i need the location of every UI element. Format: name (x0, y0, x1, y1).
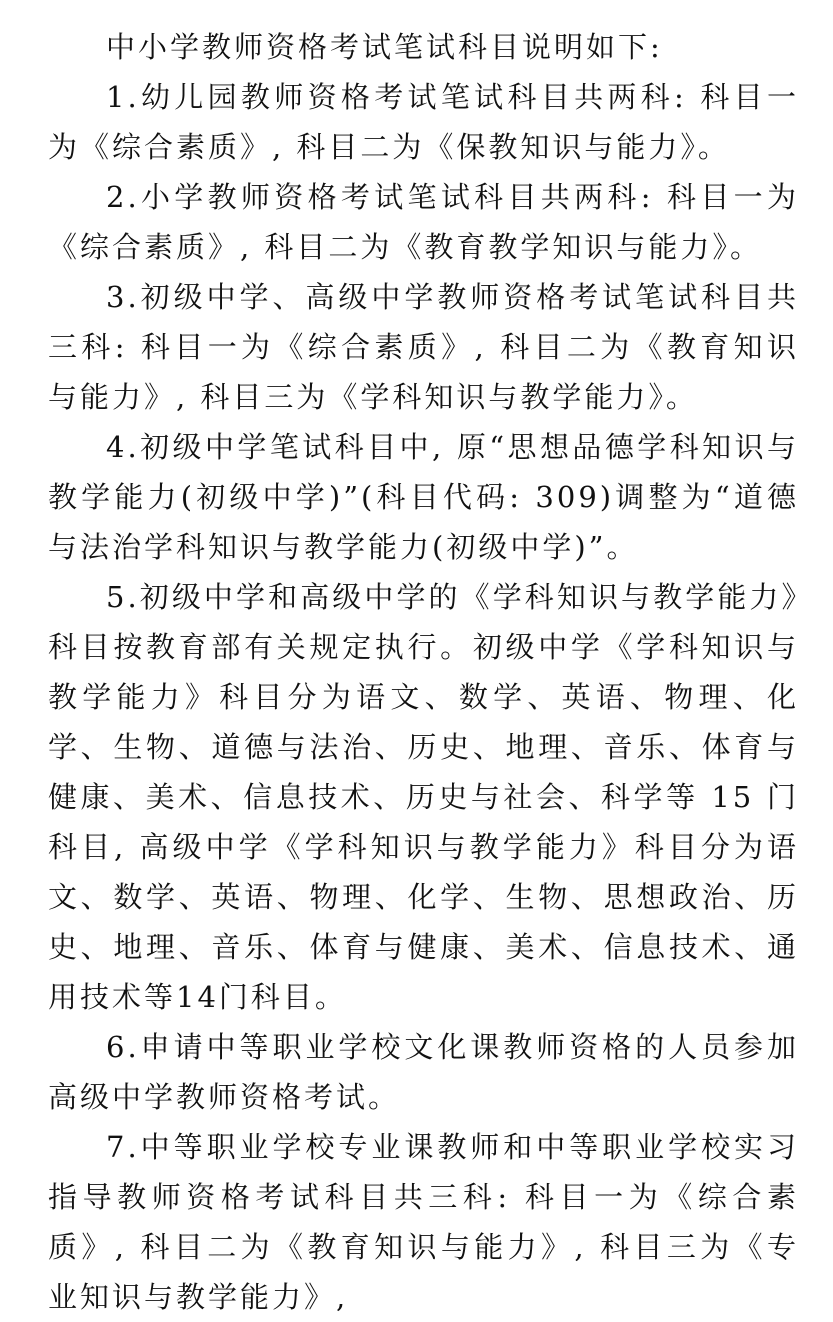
item-paragraph-5: 5.初级中学和高级中学的《学科知识与教学能力》科目按教育部有关规定执行。初级中学《学科知识与教学能力》科目分为语文、数学、英语、物理、化学、生物、道德与法治、历史、地理、音乐、体育与健康、美术、信息技术、历史与社会、科学等 15 门科目, 高级中学《学科知识与教学能力》科目分为语文、数学、英语、物理、化学、生物、思想政治、历史、地理、音乐、体育与健康、美术、信息技术、通用技术等14门科目。 (48, 580, 800, 1014)
item-paragraph-6: 6.申请中等职业学校文化课教师资格的人员参加高级中学教师资格考试。 (48, 1030, 799, 1114)
item-paragraph-3: 3.初级中学、高级中学教师资格考试笔试科目共三科: 科目一为《综合素质》, 科目二为《教育知识与能力》, 科目三为《学科知识与教学能力》。 (48, 280, 799, 414)
item-paragraph-2: 2.小学教师资格考试笔试科目共两科: 科目一为《综合素质》, 科目二为《教育教学知识与能力》。 (48, 180, 799, 264)
item-paragraph-4: 4.初级中学笔试科目中, 原“思想品德学科知识与教学能力(初级中学)”(科目代码: 309)调整为“道德与法治学科知识与教学能力(初级中学)”。 (48, 430, 799, 564)
intro-paragraph: 中小学教师资格考试笔试科目说明如下: (106, 30, 663, 64)
item-paragraph-1: 1.幼儿园教师资格考试笔试科目共两科: 科目一为《综合素质》, 科目二为《保教知识与能力》。 (48, 80, 799, 164)
item-paragraph-7: 7.中等职业学校专业课教师和中等职业学校实习指导教师资格考试科目共三科: 科目一为《综合素质》, 科目二为《教育知识与能力》, 科目三为《专业知识与教学能力》, (48, 1130, 799, 1314)
